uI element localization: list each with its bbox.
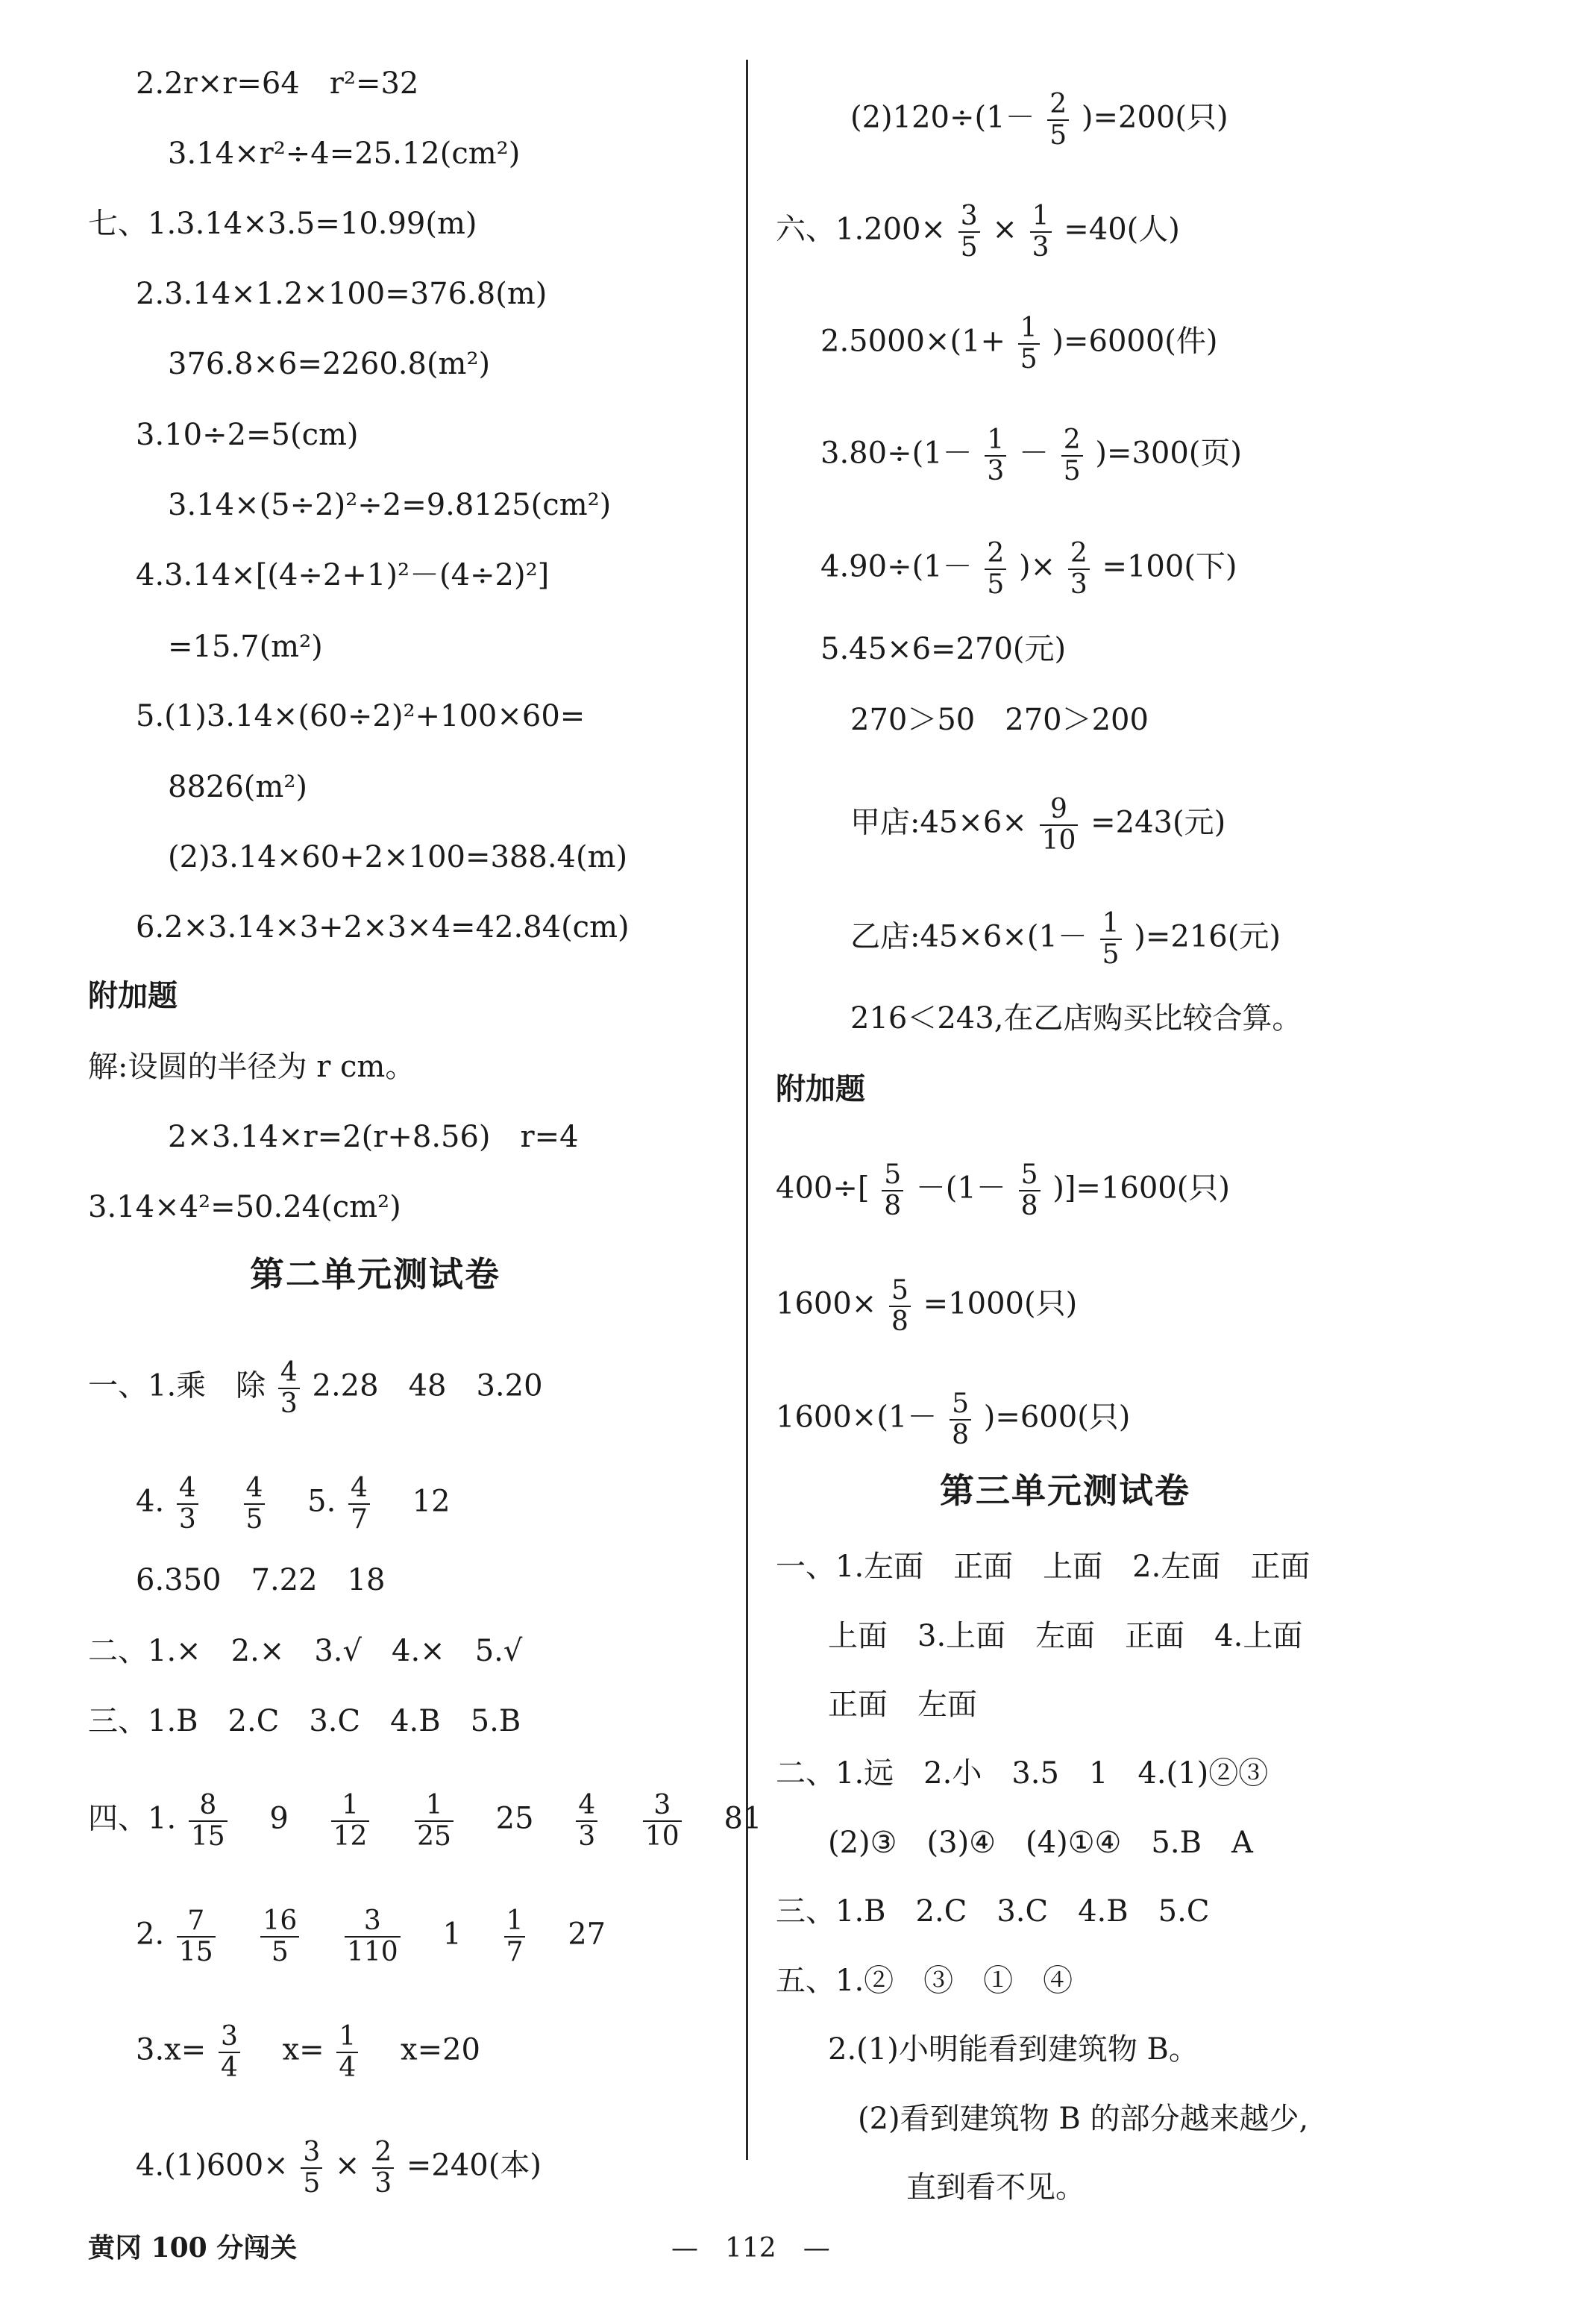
answer-line: 六、1.200× $\frac{3}{5}$ × $\frac{1}{3}$ =40(人) xyxy=(776,201,1180,263)
answer-line: =15.7(m²) xyxy=(168,630,323,664)
fraction: $\frac{5}{8}$ xyxy=(950,1389,971,1450)
answer-line: 三、1.B 2.C 3.C 4.B 5.C xyxy=(776,1894,1210,1929)
answer-line: 3.14×(5÷2)²÷2=9.8125(cm²) xyxy=(168,488,612,522)
page-number: — 112 — xyxy=(671,2233,830,2264)
fraction: $\frac{5}{8}$ xyxy=(882,1160,903,1221)
answer-line: 2×3.14×r=2(r+8.56) r=4 xyxy=(168,1120,579,1154)
answer-line: 解:设圆的半径为 r cm。 xyxy=(88,1050,415,1084)
answer-line: 3.14×4²=50.24(cm²) xyxy=(88,1190,401,1224)
answer-line: (2)③ (3)④ (4)①④ 5.B A xyxy=(828,1826,1253,1860)
answer-line: 三、1.B 2.C 3.C 4.B 5.B xyxy=(88,1704,521,1738)
answer-line: (2)3.14×60+2×100=388.4(m) xyxy=(168,840,628,874)
answer-line: 376.8×6=2260.8(m²) xyxy=(168,347,491,381)
footer-brand: 黄冈 100 分闯关 xyxy=(88,2232,298,2264)
answer-line: 直到看不见。 xyxy=(906,2170,1085,2205)
fraction: $\frac{2}{3}$ xyxy=(1068,539,1090,599)
answer-line: 七、1.3.14×3.5=10.99(m) xyxy=(88,207,477,241)
answer-line: 四、1. $\frac{8}{15}$ 9 $\frac{1}{12}$ $\frac{1}{25}$ 25 $\frac{4}{3}$ $\frac{3}{10}$ 81 xyxy=(88,1790,762,1852)
fraction: $\frac{1}{25}$ xyxy=(415,1791,454,1851)
fraction: $\frac{4}{3}$ xyxy=(576,1791,597,1851)
answer-line: 4.(1)600× $\frac{3}{5}$ × $\frac{2}{3}$ =240(本) xyxy=(136,2137,542,2199)
fraction: $\frac{4}{3}$ xyxy=(278,1358,300,1418)
answer-line: 乙店:45×6×(1－ $\frac{1}{5}$ )=216(元) xyxy=(850,908,1281,970)
fraction: $\frac{2}{5}$ xyxy=(1061,425,1083,486)
answer-line: 6.2×3.14×3+2×3×4=42.84(cm) xyxy=(136,910,630,945)
answer-line: 5.45×6=270(元) xyxy=(820,632,1067,666)
fraction: $\frac{3}{10}$ xyxy=(643,1791,682,1851)
answer-line: 270＞50 270＞200 xyxy=(850,703,1149,737)
answer-line: 正面 左面 xyxy=(828,1688,977,1722)
section-title: 第三单元测试卷 xyxy=(940,1470,1190,1511)
fraction: $\frac{3}{4}$ xyxy=(219,2022,240,2082)
answer-line: 一、1.左面 正面 上面 2.左面 正面 xyxy=(776,1550,1311,1584)
fraction: $\frac{2}{3}$ xyxy=(372,2137,394,2198)
fraction: $\frac{8}{15}$ xyxy=(189,1791,227,1851)
answer-line: 二、1.× 2.× 3.√ 4.× 5.√ xyxy=(88,1634,523,1668)
answer-line: 4.3.14×[(4÷2+1)²－(4÷2)²] xyxy=(136,558,550,592)
answer-line: 216＜243,在乙店购买比较合算。 xyxy=(850,1001,1302,1036)
answer-line: 甲店:45×6× $\frac{9}{10}$ =243(元) xyxy=(850,794,1226,856)
answer-line: 2.2r×r=64 r²=32 xyxy=(136,66,419,101)
fraction: $\frac{4}{5}$ xyxy=(244,1473,266,1534)
answer-line: 8826(m²) xyxy=(168,770,307,804)
fraction: $\frac{2}{5}$ xyxy=(1047,90,1069,150)
fraction: $\frac{1}{5}$ xyxy=(1100,909,1122,969)
answer-line: 2.3.14×1.2×100=376.8(m) xyxy=(136,277,547,311)
answer-line: 五、1.② ③ ① ④ xyxy=(776,1964,1073,1998)
answer-line: 二、1.远 2.小 3.5 1 4.(1)②③ xyxy=(776,1756,1269,1791)
answer-line: 3.80÷(1－ $\frac{1}{3}$ － $\frac{2}{5}$ )=300(页) xyxy=(820,425,1243,486)
answer-line: 一、1.乘 除 $\frac{4}{3}$ 2.28 48 3.20 xyxy=(88,1357,543,1419)
fraction: $\frac{4}{7}$ xyxy=(348,1473,370,1534)
fraction: $\frac{1}{4}$ xyxy=(336,2022,358,2082)
bonus-heading: 附加题 xyxy=(776,1071,865,1106)
fraction: $\frac{9}{10}$ xyxy=(1040,795,1079,855)
answer-line: (2)看到建筑物 B 的部分越来越少, xyxy=(858,2102,1309,2136)
section-title: 第二单元测试卷 xyxy=(250,1254,500,1294)
fraction: $\frac{16}{5}$ xyxy=(260,1906,299,1967)
fraction: $\frac{1}{5}$ xyxy=(1018,313,1040,374)
fraction: $\frac{1}{3}$ xyxy=(1030,201,1052,262)
answer-line: 1600× $\frac{5}{8}$ =1000(只) xyxy=(776,1275,1078,1337)
fraction: $\frac{3}{110}$ xyxy=(345,1906,401,1967)
answer-line: 6.350 7.22 18 xyxy=(136,1563,386,1597)
answer-line: 4.90÷(1－ $\frac{2}{5}$ )× $\frac{2}{3}$ =100(下) xyxy=(820,538,1237,600)
answer-line: (2)120÷(1－ $\frac{2}{5}$ )=200(只) xyxy=(850,89,1228,151)
fraction: $\frac{2}{5}$ xyxy=(985,539,1006,599)
answer-line: 5.(1)3.14×(60÷2)²+100×60= xyxy=(136,699,586,733)
answer-line: 2. $\frac{7}{15}$ $\frac{16}{5}$ $\frac{3}{110}$ 1 $\frac{1}{7}$ 27 xyxy=(136,1905,606,1967)
answer-line: 上面 3.上面 左面 正面 4.上面 xyxy=(828,1619,1303,1653)
answer-line: 4. $\frac{4}{3}$ $\frac{4}{5}$ 5. $\frac{4}{7}$ 12 xyxy=(136,1473,451,1535)
answer-line: 3.14×r²÷4=25.12(cm²) xyxy=(168,137,521,171)
fraction: $\frac{4}{3}$ xyxy=(177,1473,198,1534)
answer-line: 3.10÷2=5(cm) xyxy=(136,418,359,452)
fraction: $\frac{1}{3}$ xyxy=(985,425,1006,486)
fraction: $\frac{7}{15}$ xyxy=(177,1906,216,1967)
fraction: $\frac{3}{5}$ xyxy=(301,2137,322,2198)
answer-line: 1600×(1－ $\frac{5}{8}$ )=600(只) xyxy=(776,1388,1131,1450)
answer-line: 2.5000×(1+ $\frac{1}{5}$ )=6000(件) xyxy=(820,313,1218,375)
fraction: $\frac{1}{7}$ xyxy=(504,1906,526,1967)
fraction: $\frac{5}{8}$ xyxy=(889,1276,911,1336)
bonus-heading: 附加题 xyxy=(88,978,178,1013)
fraction: $\frac{5}{8}$ xyxy=(1019,1160,1041,1221)
fraction: $\frac{1}{12}$ xyxy=(331,1791,370,1851)
answer-line: 3.x= $\frac{3}{4}$ x= $\frac{1}{4}$ x=20 xyxy=(136,2021,480,2083)
answer-line: 400÷[ $\frac{5}{8}$ －(1－ $\frac{5}{8}$ )]=1600(只) xyxy=(776,1159,1230,1221)
fraction: $\frac{3}{5}$ xyxy=(958,201,980,262)
answer-line: 2.(1)小明能看到建筑物 B。 xyxy=(828,2032,1199,2067)
